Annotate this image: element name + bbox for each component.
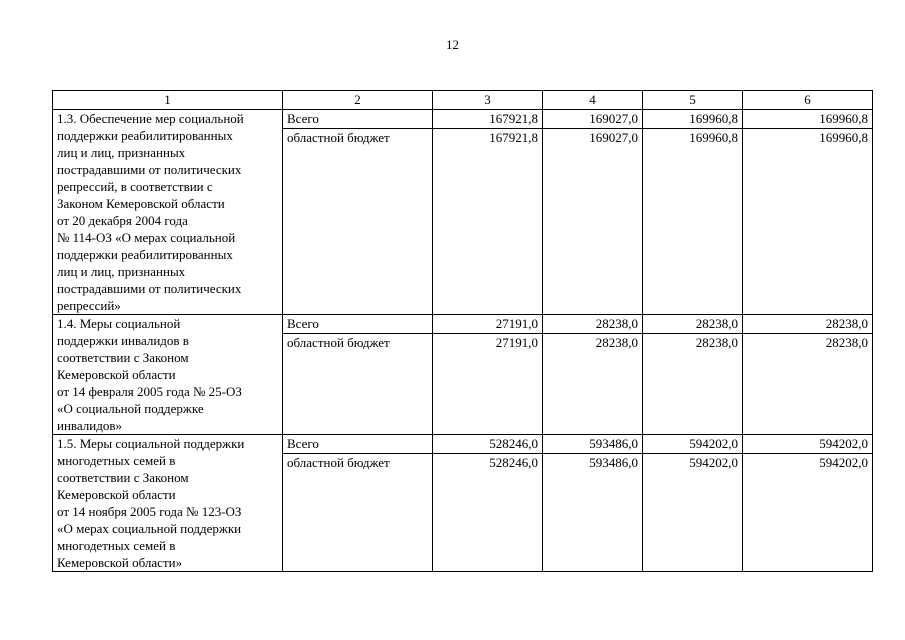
value-col-5: 28238,0	[643, 315, 743, 334]
measure-description: 1.3. Обеспечение мер социальной поддержки реабилитированных лиц и лиц, признанных пострадавшими от политических репрессий, в соответствии с Законом Кемеровской области от 20 декабря 2004 года № 114-ОЗ «О мерах социальной поддержки реабилитированных лиц и лиц, признанных пострадавшими от политических репрессий»	[53, 110, 283, 315]
value-col-5: 169960,8	[643, 110, 743, 129]
value-col-4: 169027,0	[543, 129, 643, 315]
table-row	[53, 315, 873, 334]
measure-description: 1.5. Меры социальной поддержки многодетных семей в соответствии с Законом Кемеровской области от 14 ноября 2005 года № 123-ОЗ «О мерах социальной поддержки многодетных семей в Кемеровской области»	[53, 435, 283, 572]
value-col-3: 528246,0	[433, 435, 543, 454]
value-col-6: 169960,8	[743, 110, 873, 129]
value-col-6: 28238,0	[743, 334, 873, 435]
column-header-3: 3	[433, 91, 543, 110]
column-header-6: 6	[743, 91, 873, 110]
value-col-6: 169960,8	[743, 129, 873, 315]
value-col-6: 28238,0	[743, 315, 873, 334]
value-col-5: 594202,0	[643, 435, 743, 454]
funding-source: Всего	[283, 435, 433, 454]
value-col-4: 593486,0	[543, 454, 643, 572]
page-number: 12	[446, 37, 459, 52]
value-col-4: 169027,0	[543, 110, 643, 129]
column-header-5: 5	[643, 91, 743, 110]
value-col-3: 27191,0	[433, 315, 543, 334]
funding-source: Всего	[283, 110, 433, 129]
value-col-6: 594202,0	[743, 454, 873, 572]
value-col-5: 28238,0	[643, 334, 743, 435]
funding-source: областной бюджет	[283, 454, 433, 572]
column-header-1: 1	[53, 91, 283, 110]
column-header-4: 4	[543, 91, 643, 110]
value-col-5: 169960,8	[643, 129, 743, 315]
value-col-3: 528246,0	[433, 454, 543, 572]
value-col-3: 27191,0	[433, 334, 543, 435]
value-col-3: 167921,8	[433, 110, 543, 129]
budget-table	[52, 90, 873, 572]
header-row	[53, 91, 873, 110]
value-col-4: 28238,0	[543, 315, 643, 334]
table-row	[53, 435, 873, 454]
column-header-2: 2	[283, 91, 433, 110]
funding-source: областной бюджет	[283, 129, 433, 315]
value-col-6: 594202,0	[743, 435, 873, 454]
value-col-3: 167921,8	[433, 129, 543, 315]
table-row	[53, 110, 873, 129]
funding-source: Всего	[283, 315, 433, 334]
value-col-5: 594202,0	[643, 454, 743, 572]
value-col-4: 28238,0	[543, 334, 643, 435]
funding-source: областной бюджет	[283, 334, 433, 435]
measure-description: 1.4. Меры социальной поддержки инвалидов в соответствии с Законом Кемеровской области от 14 февраля 2005 года № 25-ОЗ «О социальной поддержке инвалидов»	[53, 315, 283, 435]
value-col-4: 593486,0	[543, 435, 643, 454]
